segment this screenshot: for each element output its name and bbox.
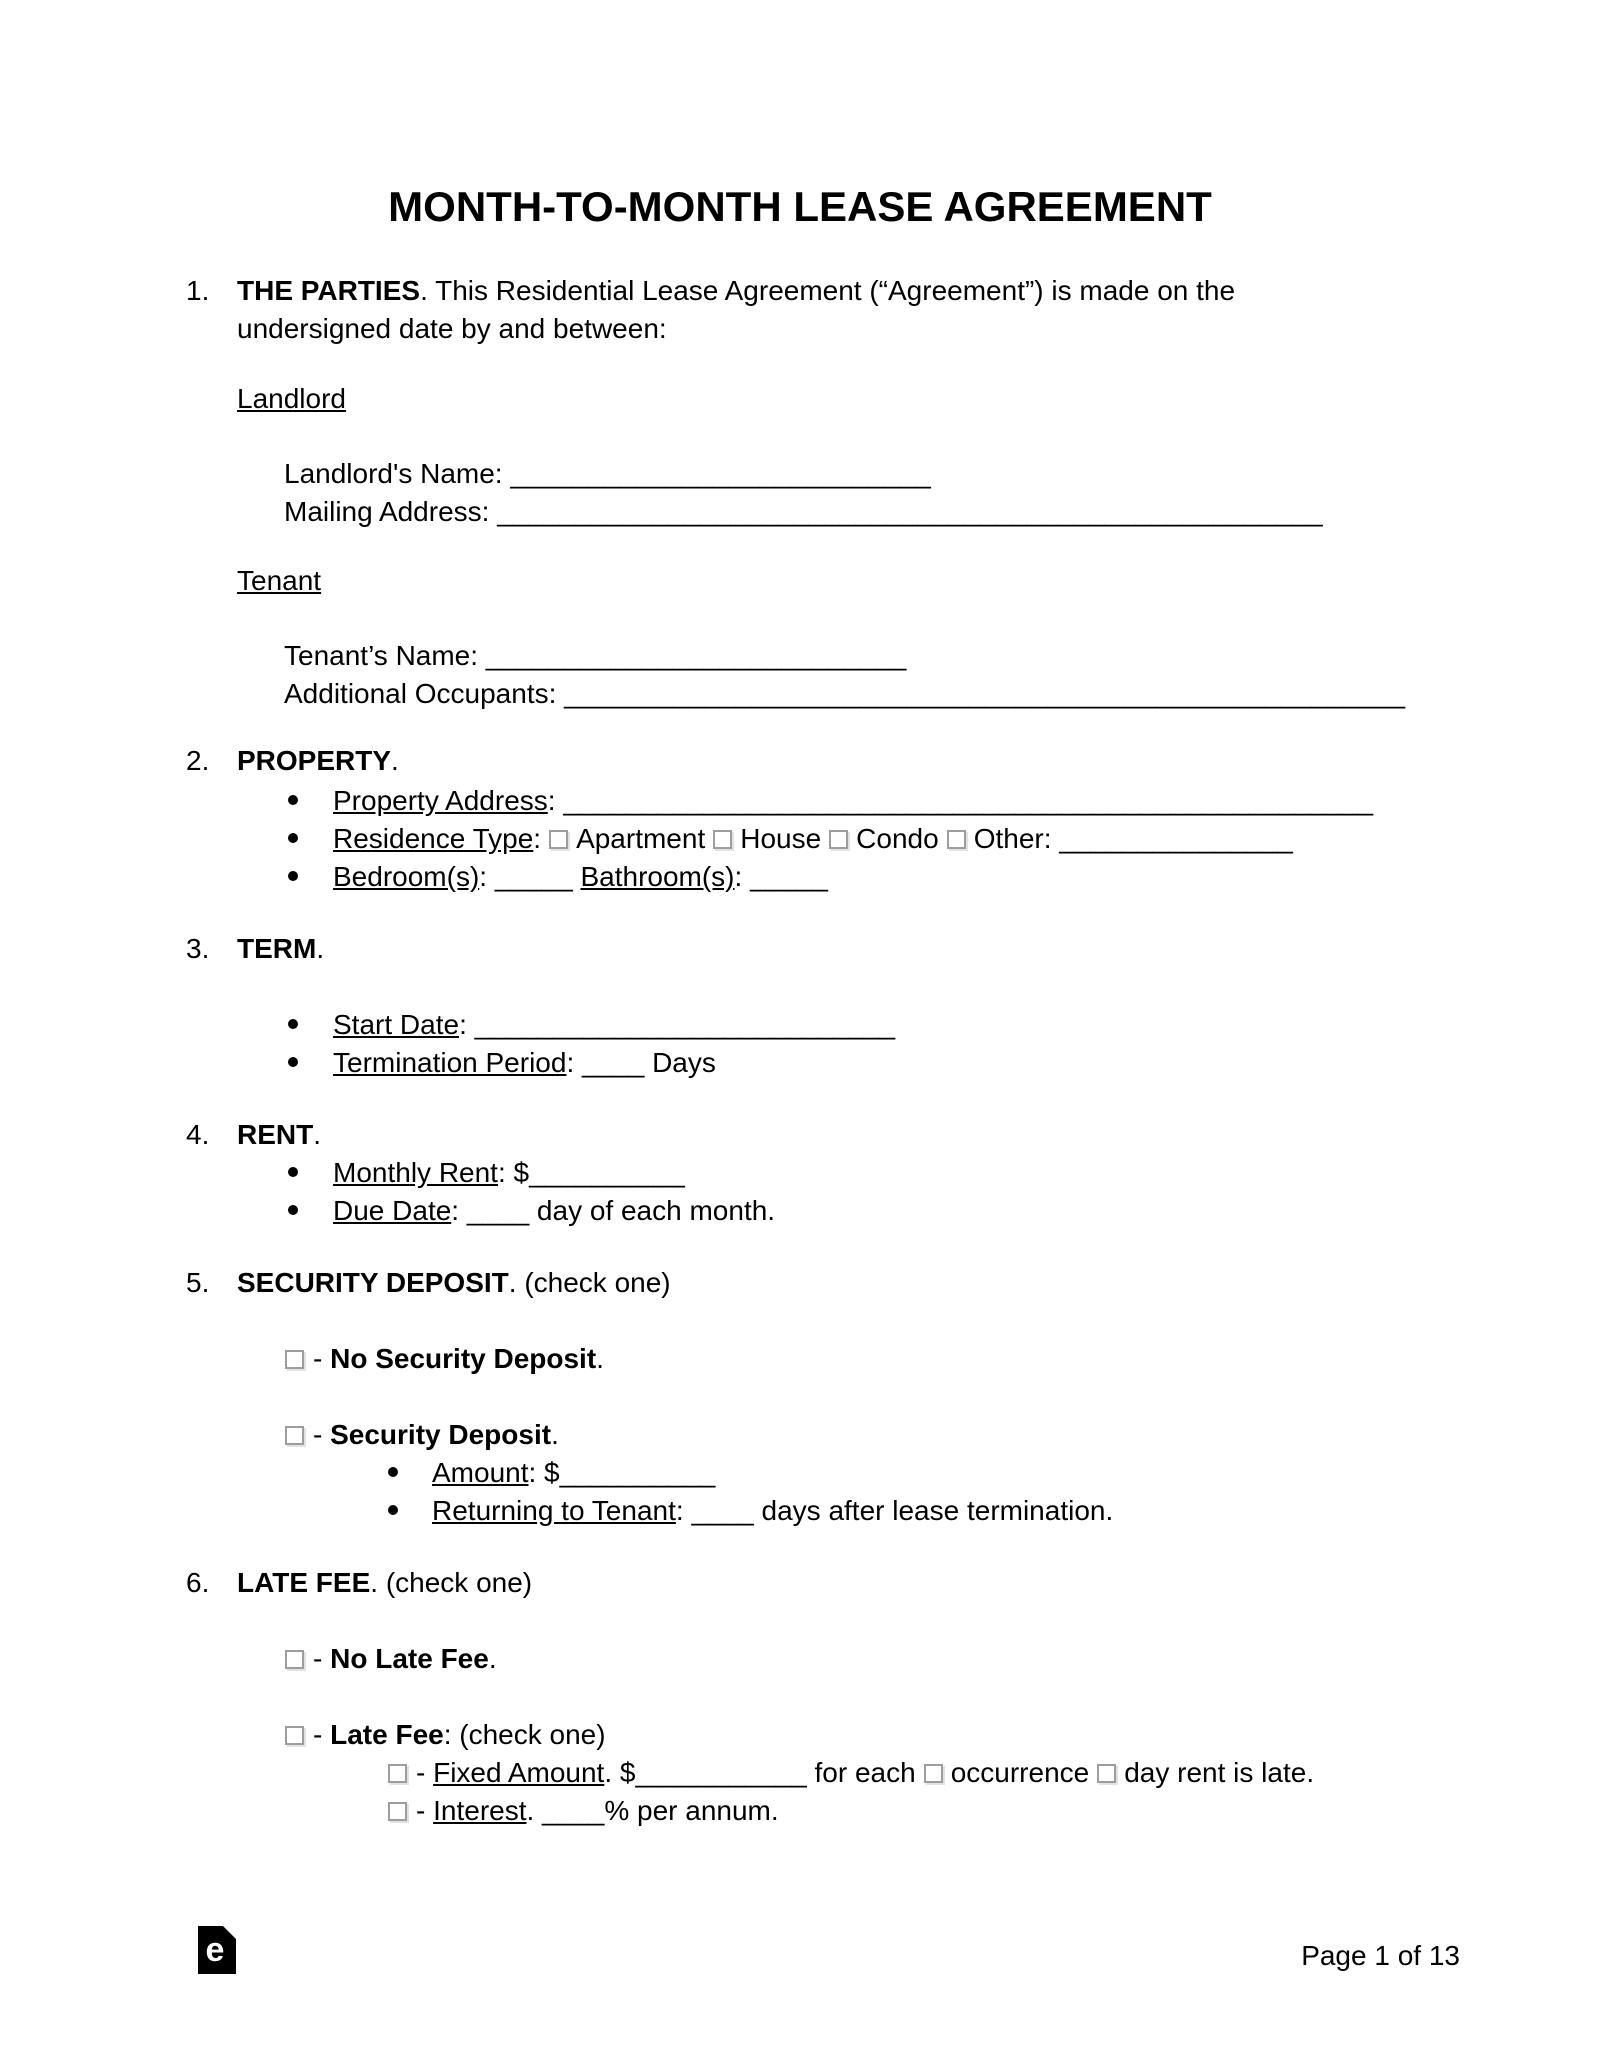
- section-6-heading-suffix: . (check one): [370, 1567, 533, 1598]
- section-5-heading-suffix: . (check one): [508, 1267, 671, 1298]
- due-date-row: [333, 1195, 775, 1226]
- monthly-rent-bullet: [288, 1154, 685, 1192]
- dash: -: [416, 1795, 434, 1826]
- bullet-icon: [288, 1167, 298, 1177]
- bullet-icon: [388, 1467, 398, 1477]
- no-security-deposit-label: No Security Deposit: [330, 1343, 597, 1374]
- landlord-name-blank-field[interactable]: ___________________________: [502, 458, 931, 489]
- eforms-logo-letter: e: [205, 1931, 225, 1969]
- fixed-amount-blank-field[interactable]: . $___________ for each: [604, 1757, 916, 1788]
- security-deposit-checkbox[interactable]: [285, 1426, 304, 1445]
- other-checkbox[interactable]: [947, 830, 966, 849]
- deposit-amount-row: [432, 1457, 715, 1488]
- deposit-amount-bullet: [388, 1454, 715, 1492]
- document-title: MONTH-TO-MONTH LEASE AGREEMENT: [388, 183, 1212, 230]
- residence-type-row: [333, 823, 1293, 854]
- other-option-label: Other:: [973, 823, 1052, 854]
- tenant-header: [237, 562, 321, 600]
- bedroom-blank-field[interactable]: : _____: [479, 861, 581, 892]
- section-6-number: 6.: [186, 1567, 210, 1598]
- residence-type-bullet: [288, 820, 1293, 858]
- tenant-name-label: Tenant’s Name:: [284, 640, 479, 671]
- dash: -: [313, 1719, 331, 1750]
- section-5-security-deposit-heading: [186, 1264, 671, 1302]
- section-3-heading-period: .: [316, 933, 325, 964]
- no-late-fee-option: [285, 1640, 497, 1678]
- property-address-blank-field[interactable]: : ____________________________________________________: [547, 785, 1374, 816]
- no-late-fee-label: No Late Fee: [330, 1643, 489, 1674]
- mailing-address-row: [284, 493, 1323, 531]
- residence-type-label: Residence Type: [333, 823, 534, 854]
- due-date-label: Due Date: [333, 1195, 452, 1226]
- landlord-header: [237, 380, 346, 418]
- apartment-checkbox[interactable]: [549, 830, 568, 849]
- security-deposit-label: Security Deposit: [330, 1419, 552, 1450]
- section-1-heading: THE PARTIES: [237, 275, 421, 306]
- bullet-icon: [288, 833, 298, 843]
- section-3-heading: TERM: [237, 933, 317, 964]
- mailing-address-label: Mailing Address:: [284, 496, 490, 527]
- section-4-number: 4.: [186, 1119, 210, 1150]
- occurrence-checkbox[interactable]: [924, 1764, 943, 1783]
- termination-period-row: [333, 1047, 716, 1078]
- bedroom-bathroom-bullet: [288, 858, 828, 896]
- house-option-label: House: [740, 823, 822, 854]
- due-date-bullet: [288, 1192, 775, 1230]
- landlord-name-label: Landlord's Name:: [284, 458, 503, 489]
- late-fee-label: Late Fee: [330, 1719, 444, 1750]
- bullet-icon: [288, 1057, 298, 1067]
- occurrence-label: occurrence: [950, 1757, 1090, 1788]
- additional-occupants-row: [284, 675, 1405, 713]
- apartment-option-label: Apartment: [576, 823, 706, 854]
- termination-period-bullet: [288, 1044, 716, 1082]
- late-fee-checkbox[interactable]: [285, 1726, 304, 1745]
- dash: -: [313, 1343, 331, 1374]
- monthly-rent-blank-field[interactable]: : $__________: [497, 1157, 685, 1188]
- day-rent-late-checkbox[interactable]: [1097, 1764, 1116, 1783]
- fixed-amount-option: [388, 1754, 1314, 1792]
- returning-to-tenant-blank-field[interactable]: : ____ days after lease termination.: [675, 1495, 1114, 1526]
- additional-occupants-label: Additional Occupants:: [284, 678, 557, 709]
- condo-option-label: Condo: [856, 823, 939, 854]
- tenant-name-blank-field[interactable]: ___________________________: [478, 640, 907, 671]
- day-rent-late-label: day rent is late.: [1124, 1757, 1315, 1788]
- mailing-address-blank-field[interactable]: _____________________________________________________: [489, 496, 1323, 527]
- returning-to-tenant-label: Returning to Tenant: [432, 1495, 676, 1526]
- section-2-property-heading: [186, 742, 399, 780]
- bullet-icon: [388, 1505, 398, 1515]
- bathroom-label: Bathroom(s): [580, 861, 735, 892]
- section-3-term-heading: [186, 930, 324, 968]
- section-5-heading: SECURITY DEPOSIT: [237, 1267, 509, 1298]
- section-1-number: 1.: [186, 275, 210, 306]
- section-4-heading: RENT: [237, 1119, 314, 1150]
- section-2-heading-period: .: [391, 745, 399, 776]
- section-1-the-parties: [186, 272, 1367, 348]
- no-security-deposit-option: [285, 1340, 604, 1378]
- late-fee-rest: : (check one): [443, 1719, 606, 1750]
- section-2-number: 2.: [186, 745, 210, 776]
- section-4-rent-heading: [186, 1116, 321, 1154]
- page-number: Page 1 of 13: [1301, 1940, 1460, 1971]
- period: .: [551, 1419, 559, 1450]
- no-late-fee-checkbox[interactable]: [285, 1650, 304, 1669]
- dash: -: [313, 1419, 331, 1450]
- termination-period-label: Termination Period: [333, 1047, 567, 1078]
- section-4-heading-period: .: [313, 1119, 322, 1150]
- start-date-label: Start Date: [333, 1009, 460, 1040]
- fixed-amount-label: Fixed Amount: [433, 1757, 605, 1788]
- section-5-number: 5.: [186, 1267, 210, 1298]
- no-security-deposit-checkbox[interactable]: [285, 1350, 304, 1369]
- dash: -: [313, 1643, 331, 1674]
- tenant-name-row: [284, 637, 906, 675]
- late-fee-option: [285, 1716, 606, 1754]
- start-date-row: [333, 1009, 895, 1040]
- interest-checkbox[interactable]: [388, 1802, 407, 1821]
- landlord-header-label: Landlord: [237, 383, 346, 414]
- bullet-icon: [288, 1205, 298, 1215]
- period: .: [596, 1343, 604, 1374]
- section-3-number: 3.: [186, 933, 210, 964]
- deposit-amount-blank-field[interactable]: : $__________: [528, 1457, 716, 1488]
- monthly-rent-row: [333, 1157, 685, 1188]
- tenant-header-label: Tenant: [237, 565, 322, 596]
- interest-label: Interest: [433, 1795, 527, 1826]
- security-deposit-option: [285, 1416, 559, 1454]
- property-address-row: [333, 785, 1373, 816]
- bathroom-blank-field[interactable]: : _____: [734, 861, 828, 892]
- bullet-icon: [288, 871, 298, 881]
- bedroom-label: Bedroom(s): [333, 861, 480, 892]
- fixed-amount-checkbox[interactable]: [388, 1764, 407, 1783]
- bedroom-bathroom-row: [333, 861, 828, 892]
- dash: -: [416, 1757, 434, 1788]
- start-date-bullet: [288, 1006, 895, 1044]
- due-date-blank-field[interactable]: : ____ day of each month.: [451, 1195, 776, 1226]
- property-address-bullet: [288, 782, 1373, 820]
- property-address-label: Property Address: [333, 785, 548, 816]
- period: .: [488, 1643, 497, 1674]
- condo-checkbox[interactable]: [829, 830, 848, 849]
- section-6-late-fee-heading: [186, 1564, 532, 1602]
- returning-to-tenant-bullet: [388, 1492, 1113, 1530]
- house-checkbox[interactable]: [713, 830, 732, 849]
- returning-to-tenant-row: [432, 1495, 1113, 1526]
- monthly-rent-label: Monthly Rent: [333, 1157, 498, 1188]
- landlord-name-row: [284, 455, 931, 493]
- section-6-heading: LATE FEE: [237, 1567, 371, 1598]
- interest-blank-field[interactable]: . ____% per annum.: [526, 1795, 779, 1826]
- start-date-blank-field[interactable]: : ___________________________: [459, 1009, 896, 1040]
- other-blank-field[interactable]: _______________: [1051, 823, 1293, 854]
- interest-option: [388, 1792, 779, 1830]
- section-1-text: [237, 272, 1367, 348]
- bullet-icon: [288, 795, 298, 805]
- additional-occupants-blank-field[interactable]: ______________________________________________________: [556, 678, 1406, 709]
- termination-period-blank-field[interactable]: : ____ Days: [566, 1047, 716, 1078]
- section-2-heading: PROPERTY: [237, 745, 392, 776]
- bullet-icon: [288, 1019, 298, 1029]
- section-1-body: . This Residential Lease Agreement (“Agreement”) is made on the undersigned date by and between:: [237, 275, 1236, 344]
- deposit-amount-label: Amount: [432, 1457, 529, 1488]
- residence-type-colon: :: [533, 823, 542, 854]
- eforms-logo: [198, 1926, 236, 1974]
